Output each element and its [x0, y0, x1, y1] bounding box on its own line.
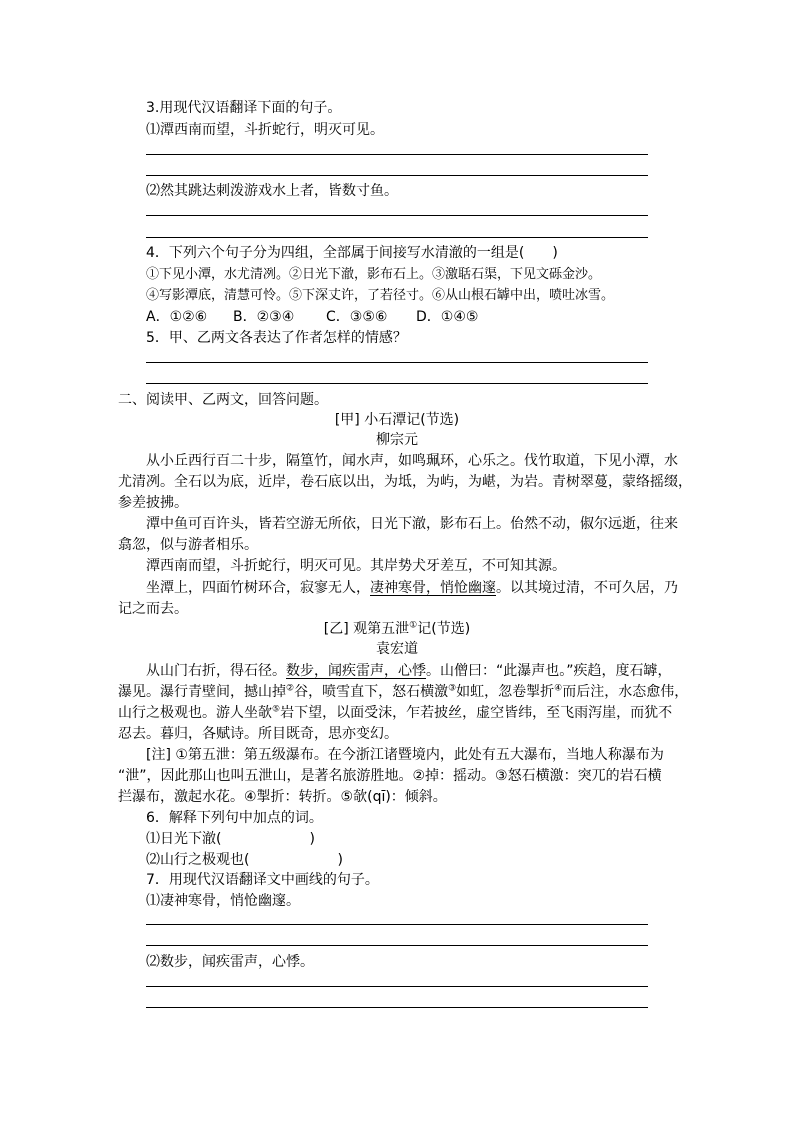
passage-b-author: 袁宏道 — [376, 641, 418, 657]
answer-line — [146, 362, 648, 363]
footnote-marker: ① — [409, 620, 418, 631]
text-span: 岩下望，以面受沫，乍若披丝，虚空皆纬，至飞雨泻崖，而犹不 — [280, 705, 673, 721]
answer-line — [146, 945, 648, 946]
passage-a-text: 尤清冽。全石以为底，近岸，卷石底以出，为坻，为屿，为嵁，为岩。青树翠蔓，蒙络摇缀， — [118, 474, 692, 490]
passage-b-text: 忍去。暮归，各赋诗。所目既奇，思亦变幻。 — [118, 726, 398, 742]
q4-option-c: C．③⑤⑥ — [326, 309, 388, 325]
footnote-marker: ③ — [448, 683, 457, 694]
passage-b-text — [146, 661, 672, 681]
footnote-marker: ⑤ — [272, 704, 281, 715]
text-span: 记(节选) — [417, 621, 471, 637]
text-span: 坐潭上，四面竹树环合，寂寥无人， — [146, 580, 370, 596]
answer-line — [146, 1007, 648, 1008]
text-span: ) — [337, 852, 343, 868]
text-span: 如虹，忽卷掣折 — [456, 684, 555, 700]
notes: 拦瀑布，激起水花。④掣折：转折。⑤欹(qī)：倾斜。 — [118, 789, 447, 805]
passage-a-text: 翕忽，似与游者相乐。 — [118, 537, 258, 553]
text-span: 。山僧曰：“此瀑声也。”疾趋，度石罅， — [426, 663, 672, 679]
passage-a-text: 参差披拂。 — [118, 495, 188, 511]
text-span: 而后注，水态愈伟， — [562, 684, 689, 700]
q4-line-1: ①下见小潭，水尤清冽。②日光下澈，影布石上。③激聒石渠，下见文砾金沙。 — [146, 267, 602, 282]
q4-option-d: D．①④⑤ — [416, 309, 479, 325]
text-span: 。以其境过清，不可久居，乃 — [496, 580, 678, 596]
text-span: 瀑见。瀑行青壁间，撼山掉 — [118, 684, 286, 700]
answer-line — [146, 383, 648, 384]
underlined-sentence: 数步，闻疾雷声，心悸 — [286, 663, 426, 679]
answer-line — [146, 154, 648, 155]
q3-sentence-2: ⑵然其跳达刺泼游戏水上者，皆数寸鱼。 — [146, 183, 398, 199]
passage-a-text: 记之而去。 — [118, 601, 188, 617]
q3-sentence-1: ⑴潭西南而望，斗折蛇行，明灭可见。 — [146, 122, 384, 138]
q4-option-a: A．①②⑥ — [146, 309, 208, 325]
text-span: 谷，喷雪直下，怒石横激 — [294, 684, 449, 700]
passage-b-text — [118, 682, 688, 702]
q7-sentence-2: ⑵数步，闻疾雷声，心悸。 — [146, 954, 314, 970]
answer-line — [146, 924, 648, 925]
q4-stem: 4．下列六个句子分为四组，全部属于间接写水清澈的一组是( ) — [146, 245, 558, 261]
answer-line — [146, 175, 648, 176]
text-span: 山行之极观也。游人坐欹 — [118, 705, 272, 721]
q6-item-2 — [146, 850, 343, 870]
text-span: [乙] 观第五泄 — [323, 621, 410, 637]
footnote-marker: ④ — [554, 683, 563, 694]
underlined-sentence: 凄神寒骨，悄怆幽邃 — [370, 580, 496, 596]
answer-line — [146, 237, 648, 238]
q6-stem: 6．解释下列句中加点的词。 — [146, 810, 323, 826]
notes: [注] ①第五泄：第五级瀑布。在今浙江诸暨境内，此处有五大瀑布，当地人称瀑布为 — [146, 747, 664, 763]
q6-item-1 — [146, 829, 315, 849]
q3-title: 3.用现代汉语翻译下面的句子。 — [146, 100, 342, 116]
footnote-marker: ② — [286, 683, 295, 694]
passage-b-text — [118, 703, 672, 723]
answer-line — [146, 986, 648, 987]
q7-stem: 7．用现代汉语翻译文中画线的句子。 — [146, 872, 379, 888]
text-span: ) — [309, 831, 315, 847]
passage-a-text — [146, 578, 678, 598]
q4-line-2: ④写影潭底，清慧可怜。⑤下深丈许，了若径寸。⑥从山根石罅中出，喷吐冰雪。 — [146, 288, 615, 303]
passage-a-text: 潭中鱼可百许头，皆若空游无所依，日光下澈，影布石上。佁然不动，俶尔远逝，往来 — [146, 516, 678, 532]
text-span: ⑵山行之极观也( — [146, 852, 250, 868]
part2-heading: 二、阅读甲、乙两文，回答问题。 — [118, 392, 328, 408]
passage-a-text: 潭西南而望，斗折蛇行，明灭可见。其岸势犬牙差互，不可知其源。 — [146, 558, 566, 574]
q7-sentence-1: ⑴凄神寒骨，悄怆幽邃。 — [146, 893, 300, 909]
text-span: ⑴日光下澈( — [146, 831, 222, 847]
text-span: 从山门右折，得石径。 — [146, 663, 286, 679]
q4-option-b: B．②③④ — [233, 309, 295, 325]
passage-a-author: 柳宗元 — [376, 432, 418, 448]
q5-stem: 5．甲、乙两文各表达了作者怎样的情感？ — [146, 330, 407, 346]
passage-a-title: [甲] 小石潭记(节选) — [334, 412, 460, 428]
answer-line — [146, 215, 648, 216]
notes: “泄”，因此那山也叫五泄山，是著名旅游胜地。②掉：摇动。③怒石横激：突兀的岩石横 — [118, 768, 662, 784]
passage-a-text: 从小丘西行百二十步，隔篁竹，闻水声，如鸣珮环，心乐之。伐竹取道，下见小潭，水 — [146, 453, 678, 469]
passage-b-title — [0, 619, 794, 639]
